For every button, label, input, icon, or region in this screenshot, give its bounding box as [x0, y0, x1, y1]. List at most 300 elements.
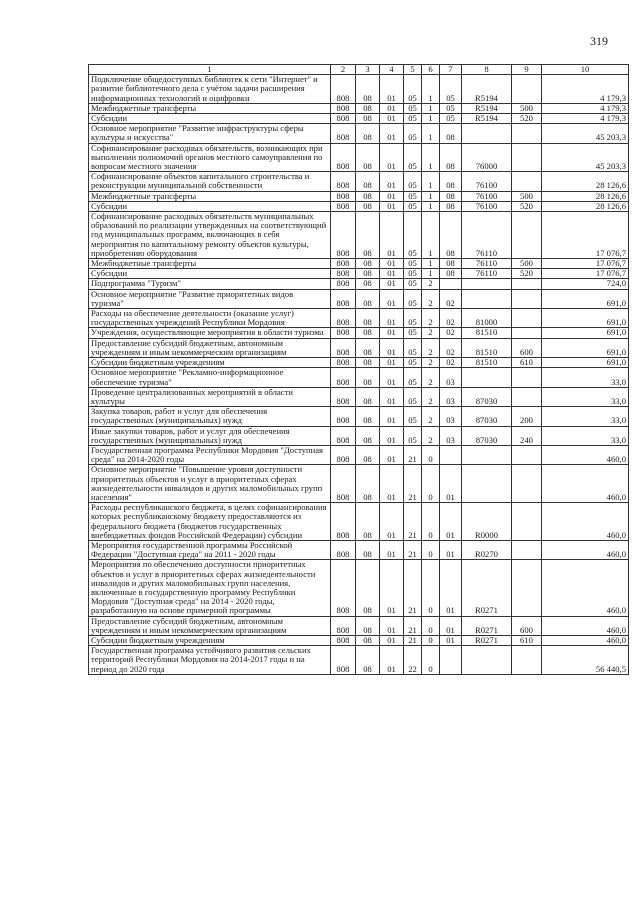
- row-code-4: 01: [380, 279, 404, 289]
- row-code-7: 02: [440, 328, 462, 338]
- row-code-9: [512, 540, 542, 559]
- row-description: Закупка товаров, работ и услуг для обеспечения государственных (муниципальных) нужд: [89, 407, 331, 426]
- row-code-9: 600: [512, 616, 542, 635]
- table-row: [89, 328, 629, 338]
- row-description: Предоставление субсидий бюджетным, автономным учреждениям и иным некоммерческим организациям: [89, 338, 331, 357]
- row-amount: 691,0: [542, 289, 629, 308]
- row-description: Учреждения, осуществляющие мероприятия в области туризма: [89, 328, 331, 338]
- row-code-5: 05: [404, 407, 422, 426]
- row-code-6: 2: [422, 328, 440, 338]
- budget-table: [88, 64, 629, 675]
- row-amount: 4 179,3: [542, 114, 629, 124]
- row-code-4: 01: [380, 75, 404, 104]
- row-code-7: 03: [440, 368, 462, 387]
- row-code-8: 76100: [462, 201, 512, 211]
- row-code-8: 87030: [462, 426, 512, 445]
- row-code-3: 08: [356, 426, 380, 445]
- row-code-8: [462, 124, 512, 143]
- row-code-3: 08: [356, 269, 380, 279]
- row-code-5: 21: [404, 635, 422, 645]
- row-code-2: 808: [331, 338, 356, 357]
- row-description: Основное мероприятие "Развитие инфраструктуры сферы культуры и искусства": [89, 124, 331, 143]
- row-description: Мероприятия по обеспечению доступности приоритетных объектов и услуг в приоритетных сферах жизнедеятельности инвалидов и других маломобильных групп населения, включенные в государственную программу Республики Мордовия "Доступная среда" на 2014 - 2020 годы, разработанную на основе примерной программы: [89, 560, 331, 616]
- row-code-2: 808: [331, 212, 356, 259]
- row-amount: 56 440,5: [542, 646, 629, 675]
- row-code-7: 03: [440, 407, 462, 426]
- row-code-6: 2: [422, 368, 440, 387]
- table-body: [89, 75, 629, 675]
- row-code-7: 08: [440, 172, 462, 191]
- row-code-6: 2: [422, 309, 440, 328]
- row-description: Субсидии: [89, 269, 331, 279]
- row-code-3: 08: [356, 540, 380, 559]
- row-code-5: 21: [404, 503, 422, 541]
- row-code-3: 08: [356, 407, 380, 426]
- row-code-8: 76000: [462, 143, 512, 172]
- row-code-2: 808: [331, 426, 356, 445]
- row-code-6: 0: [422, 635, 440, 645]
- row-code-6: 0: [422, 465, 440, 503]
- row-code-6: 0: [422, 616, 440, 635]
- row-code-7: 01: [440, 616, 462, 635]
- row-amount: 33,0: [542, 368, 629, 387]
- row-code-3: 08: [356, 503, 380, 541]
- row-description: Софинансирование объектов капитального строительства и реконструкции муниципальной собственности: [89, 172, 331, 191]
- row-code-4: 01: [380, 635, 404, 645]
- row-code-7: 02: [440, 338, 462, 357]
- row-code-3: 08: [356, 560, 380, 616]
- row-description: Софинансирование расходных обязательств муниципальных образований по реализации утвержденных на соответствующий год муниципальных программ, включающих в себя мероприятия по капитальному ремонту объектов культуры, приобретению оборудования: [89, 212, 331, 259]
- row-code-8: R0271: [462, 560, 512, 616]
- row-code-3: 08: [356, 279, 380, 289]
- row-code-9: [512, 309, 542, 328]
- table-row: [89, 338, 629, 357]
- row-code-3: 08: [356, 368, 380, 387]
- row-code-5: 05: [404, 358, 422, 368]
- row-code-6: 1: [422, 114, 440, 124]
- row-code-9: 520: [512, 269, 542, 279]
- row-code-7: 08: [440, 269, 462, 279]
- row-amount: 28 126,6: [542, 172, 629, 191]
- row-code-5: 05: [404, 172, 422, 191]
- header-cell-3: 3: [356, 65, 380, 75]
- row-code-2: 808: [331, 616, 356, 635]
- row-code-6: 2: [422, 279, 440, 289]
- row-code-9: 500: [512, 103, 542, 113]
- row-code-5: 21: [404, 445, 422, 464]
- header-cell-9: 9: [512, 65, 542, 75]
- header-cell-6: 6: [422, 65, 440, 75]
- row-amount: 17 076,7: [542, 259, 629, 269]
- row-code-5: 05: [404, 387, 422, 406]
- row-code-5: 05: [404, 103, 422, 113]
- header-cell-4: 4: [380, 65, 404, 75]
- row-code-2: 808: [331, 445, 356, 464]
- row-code-7: 05: [440, 114, 462, 124]
- row-code-5: 05: [404, 328, 422, 338]
- table-row: [89, 269, 629, 279]
- row-amount: 28 126,6: [542, 201, 629, 211]
- row-code-2: 808: [331, 368, 356, 387]
- row-code-6: 0: [422, 646, 440, 675]
- row-code-5: 21: [404, 616, 422, 635]
- row-code-2: 808: [331, 75, 356, 104]
- row-code-9: 500: [512, 191, 542, 201]
- row-code-7: 02: [440, 358, 462, 368]
- row-code-5: 05: [404, 289, 422, 308]
- row-code-7: 02: [440, 309, 462, 328]
- row-code-3: 08: [356, 143, 380, 172]
- row-amount: 460,0: [542, 445, 629, 464]
- row-code-6: 1: [422, 191, 440, 201]
- row-code-8: 76110: [462, 269, 512, 279]
- header-cell-5: 5: [404, 65, 422, 75]
- table-row: [89, 368, 629, 387]
- row-code-7: 08: [440, 191, 462, 201]
- header-cell-2: 2: [331, 65, 356, 75]
- row-code-2: 808: [331, 114, 356, 124]
- row-code-9: [512, 143, 542, 172]
- row-code-7: 01: [440, 503, 462, 541]
- row-code-8: 76110: [462, 259, 512, 269]
- row-code-2: 808: [331, 143, 356, 172]
- row-code-3: 08: [356, 212, 380, 259]
- table-row: [89, 407, 629, 426]
- row-description: Межбюджетные трансферты: [89, 259, 331, 269]
- table-row: [89, 445, 629, 464]
- row-code-8: 76100: [462, 191, 512, 201]
- row-code-5: 05: [404, 259, 422, 269]
- row-code-8: 81510: [462, 338, 512, 357]
- row-code-7: 01: [440, 560, 462, 616]
- row-amount: 460,0: [542, 503, 629, 541]
- row-code-9: [512, 503, 542, 541]
- row-description: Государственная программа Республики Мордовия "Доступная среда" на 2014-2020 годы: [89, 445, 331, 464]
- row-code-9: 520: [512, 114, 542, 124]
- row-code-6: 0: [422, 445, 440, 464]
- row-code-9: 240: [512, 426, 542, 445]
- row-code-3: 08: [356, 289, 380, 308]
- row-code-7: 03: [440, 387, 462, 406]
- row-code-3: 08: [356, 124, 380, 143]
- row-code-5: 05: [404, 75, 422, 104]
- row-code-4: 01: [380, 338, 404, 357]
- row-code-2: 808: [331, 191, 356, 201]
- row-code-6: 2: [422, 387, 440, 406]
- row-amount: 33,0: [542, 426, 629, 445]
- row-code-3: 08: [356, 259, 380, 269]
- row-code-9: 520: [512, 201, 542, 211]
- row-code-5: 21: [404, 540, 422, 559]
- row-code-9: [512, 368, 542, 387]
- row-amount: 691,0: [542, 328, 629, 338]
- row-code-2: 808: [331, 503, 356, 541]
- row-code-4: 01: [380, 328, 404, 338]
- row-code-2: 808: [331, 635, 356, 645]
- row-code-5: 05: [404, 191, 422, 201]
- table-row: [89, 309, 629, 328]
- row-code-8: [462, 289, 512, 308]
- row-code-5: 05: [404, 426, 422, 445]
- row-code-9: 600: [512, 338, 542, 357]
- row-code-8: R0271: [462, 635, 512, 645]
- table-row: [89, 212, 629, 259]
- table-row: [89, 259, 629, 269]
- row-code-2: 808: [331, 560, 356, 616]
- row-description: Межбюджетные трансферты: [89, 191, 331, 201]
- row-code-5: 05: [404, 201, 422, 211]
- row-code-8: 87030: [462, 387, 512, 406]
- row-description: Подключение общедоступных библиотек к сети "Интернет" и развитие библиотечного дела с учётом задачи расширения информационных технологий и оцифровки: [89, 75, 331, 104]
- row-code-4: 01: [380, 540, 404, 559]
- header-cell-8: 8: [462, 65, 512, 75]
- row-code-5: 05: [404, 338, 422, 357]
- table-row: [89, 75, 629, 104]
- row-code-5: 21: [404, 560, 422, 616]
- row-code-6: 2: [422, 338, 440, 357]
- row-description: Софинансирование расходных обязательств, возникающих при выполнении полномочий органов местного самоуправления по вопросам местного значения: [89, 143, 331, 172]
- row-description: Субсидии бюджетным учреждениям: [89, 358, 331, 368]
- row-code-8: [462, 646, 512, 675]
- row-code-7: 01: [440, 465, 462, 503]
- row-code-9: 500: [512, 259, 542, 269]
- row-code-8: R5194: [462, 103, 512, 113]
- row-code-8: [462, 465, 512, 503]
- row-code-2: 808: [331, 124, 356, 143]
- row-amount: 33,0: [542, 407, 629, 426]
- row-amount: 4 179,3: [542, 75, 629, 104]
- row-description: Подпрограмма "Туризм": [89, 279, 331, 289]
- row-code-7: [440, 445, 462, 464]
- row-code-8: R5194: [462, 75, 512, 104]
- row-code-6: 1: [422, 124, 440, 143]
- row-amount: 460,0: [542, 465, 629, 503]
- row-code-4: 01: [380, 172, 404, 191]
- row-code-4: 01: [380, 407, 404, 426]
- row-code-6: 1: [422, 259, 440, 269]
- row-code-2: 808: [331, 103, 356, 113]
- row-code-5: 05: [404, 279, 422, 289]
- row-description: Основное мероприятие "Повышение уровня доступности приоритетных объектов и услуг в приоритетных сферах жизнедеятельности инвалидов и других маломобильных групп населения": [89, 465, 331, 503]
- row-code-8: 76100: [462, 172, 512, 191]
- row-code-8: 76110: [462, 212, 512, 259]
- table-row: [89, 465, 629, 503]
- table-row: [89, 426, 629, 445]
- row-code-2: 808: [331, 172, 356, 191]
- row-code-4: 01: [380, 560, 404, 616]
- table-row: [89, 124, 629, 143]
- row-code-8: [462, 279, 512, 289]
- row-code-9: [512, 212, 542, 259]
- row-code-5: 05: [404, 309, 422, 328]
- row-code-4: 01: [380, 445, 404, 464]
- row-code-6: 1: [422, 143, 440, 172]
- table-header: [89, 65, 629, 75]
- row-code-8: R0271: [462, 616, 512, 635]
- row-code-4: 01: [380, 465, 404, 503]
- header-row: [89, 65, 629, 75]
- row-code-2: 808: [331, 646, 356, 675]
- table-row: [89, 191, 629, 201]
- row-description: Расходы республиканского бюджета, в целях софинансирования которых республиканскому бюджету предоставляются из федерального бюджета (бюджетов государственных внебюджетных фондов Российской Федерации) субсидии: [89, 503, 331, 541]
- table-row: [89, 646, 629, 675]
- row-amount: 33,0: [542, 387, 629, 406]
- row-code-7: [440, 646, 462, 675]
- row-code-9: [512, 124, 542, 143]
- row-code-4: 01: [380, 368, 404, 387]
- row-code-9: [512, 646, 542, 675]
- row-code-6: 1: [422, 75, 440, 104]
- page-number: 319: [590, 34, 608, 48]
- row-code-4: 01: [380, 259, 404, 269]
- row-code-2: 808: [331, 259, 356, 269]
- table-row: [89, 172, 629, 191]
- row-amount: 460,0: [542, 540, 629, 559]
- row-code-4: 01: [380, 212, 404, 259]
- row-code-5: 05: [404, 114, 422, 124]
- row-description: Основное мероприятие "Рекламно-информационное обеспечение туризма": [89, 368, 331, 387]
- row-amount: 724,0: [542, 279, 629, 289]
- row-code-9: 200: [512, 407, 542, 426]
- row-description: Субсидии: [89, 114, 331, 124]
- row-code-4: 01: [380, 358, 404, 368]
- row-code-4: 01: [380, 289, 404, 308]
- row-code-9: [512, 172, 542, 191]
- row-code-5: 05: [404, 269, 422, 279]
- row-code-7: 02: [440, 289, 462, 308]
- row-amount: 17 076,7: [542, 269, 629, 279]
- row-code-3: 08: [356, 646, 380, 675]
- row-code-4: 01: [380, 616, 404, 635]
- row-code-2: 808: [331, 309, 356, 328]
- row-code-4: 01: [380, 124, 404, 143]
- row-description: Мероприятия государственной программы Российской Федерации "Доступная среда" на 2011 - 2020 годы: [89, 540, 331, 559]
- row-code-4: 01: [380, 646, 404, 675]
- row-code-7: 08: [440, 212, 462, 259]
- row-code-7: 08: [440, 201, 462, 211]
- row-code-2: 808: [331, 465, 356, 503]
- row-code-3: 08: [356, 387, 380, 406]
- row-code-2: 808: [331, 279, 356, 289]
- row-code-3: 08: [356, 172, 380, 191]
- row-code-8: 81510: [462, 358, 512, 368]
- row-code-7: 08: [440, 124, 462, 143]
- row-code-9: [512, 328, 542, 338]
- table-row: [89, 201, 629, 211]
- row-code-2: 808: [331, 540, 356, 559]
- row-code-6: 1: [422, 201, 440, 211]
- table-row: [89, 114, 629, 124]
- row-amount: 460,0: [542, 560, 629, 616]
- row-code-3: 08: [356, 191, 380, 201]
- row-code-8: [462, 445, 512, 464]
- row-code-7: 08: [440, 259, 462, 269]
- row-code-3: 08: [356, 445, 380, 464]
- row-amount: 691,0: [542, 358, 629, 368]
- row-code-7: 08: [440, 143, 462, 172]
- row-code-4: 01: [380, 114, 404, 124]
- row-code-4: 01: [380, 143, 404, 172]
- row-code-9: [512, 289, 542, 308]
- row-code-8: [462, 368, 512, 387]
- row-code-2: 808: [331, 407, 356, 426]
- row-description: Основное мероприятие "Развитие приоритетных видов туризма": [89, 289, 331, 308]
- row-code-4: 01: [380, 503, 404, 541]
- row-code-9: [512, 75, 542, 104]
- row-code-2: 808: [331, 387, 356, 406]
- table-row: [89, 143, 629, 172]
- row-code-6: 1: [422, 103, 440, 113]
- row-amount: 45 203,3: [542, 143, 629, 172]
- row-description: Проведение централизованных мероприятий в области культуры: [89, 387, 331, 406]
- row-code-7: 01: [440, 540, 462, 559]
- row-code-3: 08: [356, 465, 380, 503]
- row-code-3: 08: [356, 201, 380, 211]
- row-code-8: 81000: [462, 309, 512, 328]
- row-code-9: 610: [512, 358, 542, 368]
- row-code-5: 05: [404, 124, 422, 143]
- row-code-4: 01: [380, 426, 404, 445]
- row-code-9: [512, 279, 542, 289]
- row-code-9: [512, 387, 542, 406]
- row-code-9: [512, 465, 542, 503]
- row-code-4: 01: [380, 103, 404, 113]
- row-code-8: 87030: [462, 407, 512, 426]
- row-amount: 460,0: [542, 616, 629, 635]
- header-cell-7: 7: [440, 65, 462, 75]
- row-code-8: R5194: [462, 114, 512, 124]
- row-code-4: 01: [380, 309, 404, 328]
- table-row: [89, 635, 629, 645]
- row-code-8: 81510: [462, 328, 512, 338]
- row-code-6: 1: [422, 212, 440, 259]
- row-code-4: 01: [380, 201, 404, 211]
- row-amount: 691,0: [542, 338, 629, 357]
- row-code-5: 05: [404, 368, 422, 387]
- table-row: [89, 289, 629, 308]
- header-cell-1: 1: [89, 65, 331, 75]
- row-code-9: [512, 445, 542, 464]
- row-code-6: 1: [422, 269, 440, 279]
- row-description: Предоставление субсидий бюджетным, автономным учреждениям и иным некоммерческим организациям: [89, 616, 331, 635]
- row-code-7: 05: [440, 75, 462, 104]
- row-code-2: 808: [331, 269, 356, 279]
- table-row: [89, 560, 629, 616]
- row-description: Расходы на обеспечение деятельности (оказание услуг) государственных учреждений Республики Мордовия: [89, 309, 331, 328]
- row-code-3: 08: [356, 75, 380, 104]
- table-row: [89, 616, 629, 635]
- row-code-4: 01: [380, 191, 404, 201]
- row-code-8: R0270: [462, 540, 512, 559]
- row-code-4: 01: [380, 387, 404, 406]
- row-code-2: 808: [331, 289, 356, 308]
- row-description: Государственная программа устойчивого развития сельских территорий Республики Мордовия на 2014-2017 годы и на период до 2020 года: [89, 646, 331, 675]
- row-amount: 45 203,3: [542, 124, 629, 143]
- row-description: Субсидии бюджетным учреждениям: [89, 635, 331, 645]
- row-code-3: 08: [356, 635, 380, 645]
- row-code-5: 05: [404, 212, 422, 259]
- row-code-6: 0: [422, 503, 440, 541]
- row-code-3: 08: [356, 616, 380, 635]
- row-description: Иные закупки товаров, работ и услуг для обеспечения государственных (муниципальных) нужд: [89, 426, 331, 445]
- row-code-5: 22: [404, 646, 422, 675]
- row-code-7: 01: [440, 635, 462, 645]
- row-code-7: [440, 279, 462, 289]
- table-row: [89, 103, 629, 113]
- row-code-6: 2: [422, 289, 440, 308]
- row-code-3: 08: [356, 114, 380, 124]
- row-amount: 460,0: [542, 635, 629, 645]
